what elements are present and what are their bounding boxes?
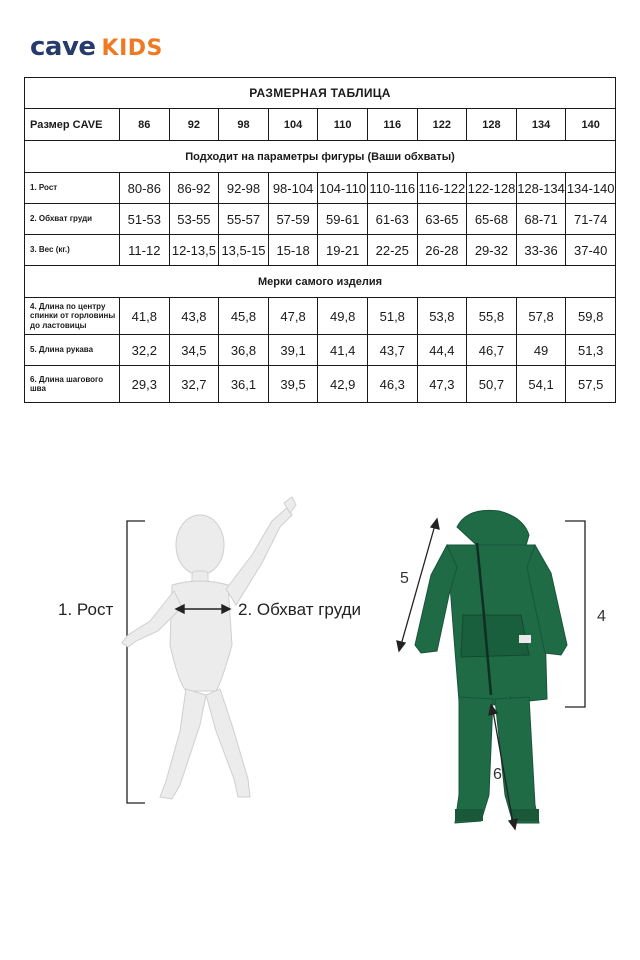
- value-cell: 51,3: [566, 335, 616, 366]
- value-cell: 57-59: [268, 204, 318, 235]
- value-cell: 47,3: [417, 366, 467, 403]
- value-cell: 13,5-15: [219, 235, 269, 266]
- size-header-cell: 134: [516, 109, 566, 141]
- size-header-cell: 122: [417, 109, 467, 141]
- size-header-cell: 98: [219, 109, 269, 141]
- value-cell: 53-55: [169, 204, 219, 235]
- value-cell: 33-36: [516, 235, 566, 266]
- value-cell: 59,8: [566, 298, 616, 335]
- value-cell: 32,7: [169, 366, 219, 403]
- table-row: [25, 366, 616, 403]
- value-cell: 19-21: [318, 235, 368, 266]
- chest-caption: 2. Обхват груди: [238, 600, 362, 619]
- value-cell: 92-98: [219, 173, 269, 204]
- row-label: 3. Вес (кг.): [25, 235, 120, 266]
- value-cell: 45,8: [219, 298, 269, 335]
- value-cell: 43,7: [367, 335, 417, 366]
- value-cell: 26-28: [417, 235, 467, 266]
- row-label: 6. Длина шагового шва: [25, 366, 120, 403]
- mannequin-illustration: [0, 485, 390, 815]
- overall-illustration: [395, 505, 595, 835]
- size-header-cell: 116: [367, 109, 417, 141]
- value-cell: 54,1: [516, 366, 566, 403]
- value-cell: 55,8: [467, 298, 517, 335]
- value-cell: 50,7: [467, 366, 517, 403]
- kangaroo-pocket: [461, 615, 529, 657]
- value-cell: 43,8: [169, 298, 219, 335]
- table-row: [25, 204, 616, 235]
- brand-logo: [30, 34, 163, 60]
- value-cell: 32,2: [120, 335, 170, 366]
- row-label: 4. Длина по центру спинки от горловины до ластовицы: [25, 298, 120, 335]
- value-cell: 34,5: [169, 335, 219, 366]
- section-product-params: Мерки самого изделия: [25, 266, 616, 298]
- value-cell: 55-57: [219, 204, 269, 235]
- size-header-cell: 140: [566, 109, 616, 141]
- value-cell: 128-134: [516, 173, 566, 204]
- value-cell: 11-12: [120, 235, 170, 266]
- marker-6: 6: [493, 766, 502, 783]
- value-cell: 42,9: [318, 366, 368, 403]
- size-header-cell: 104: [268, 109, 318, 141]
- table-row: [25, 235, 616, 266]
- value-cell: 104-110: [318, 173, 368, 204]
- value-cell: 39,5: [268, 366, 318, 403]
- value-cell: 46,3: [367, 366, 417, 403]
- size-table: [24, 77, 616, 403]
- value-cell: 63-65: [417, 204, 467, 235]
- value-cell: 110-116: [367, 173, 417, 204]
- value-cell: 53,8: [417, 298, 467, 335]
- value-cell: 61-63: [367, 204, 417, 235]
- value-cell: 29-32: [467, 235, 517, 266]
- overall-garment: [415, 510, 567, 823]
- value-cell: 12-13,5: [169, 235, 219, 266]
- row-label: 5. Длина рукава: [25, 335, 120, 366]
- value-cell: 59-61: [318, 204, 368, 235]
- value-cell: 41,4: [318, 335, 368, 366]
- value-cell: 41,8: [120, 298, 170, 335]
- value-cell: 68-71: [516, 204, 566, 235]
- brand-name: cave: [30, 32, 96, 62]
- value-cell: 122-128: [467, 173, 517, 204]
- size-label: Размер CAVE: [25, 109, 120, 141]
- value-cell: 134-140: [566, 173, 616, 204]
- row-label: 2. Обхват груди: [25, 204, 120, 235]
- size-header-cell: 92: [169, 109, 219, 141]
- value-cell: 39,1: [268, 335, 318, 366]
- marker-4: 4: [597, 608, 606, 625]
- table-title: РАЗМЕРНАЯ ТАБЛИЦА: [25, 78, 616, 109]
- brand-patch: [519, 635, 531, 643]
- size-header-cell: 86: [120, 109, 170, 141]
- value-cell: 47,8: [268, 298, 318, 335]
- left-cuff: [455, 809, 483, 821]
- back-length-bracket: [565, 521, 585, 707]
- value-cell: 36,1: [219, 366, 269, 403]
- value-cell: 37-40: [566, 235, 616, 266]
- value-cell: 36,8: [219, 335, 269, 366]
- value-cell: 51-53: [120, 204, 170, 235]
- value-cell: 22-25: [367, 235, 417, 266]
- value-cell: 116-122: [417, 173, 467, 204]
- value-cell: 29,3: [120, 366, 170, 403]
- height-caption: 1. Рост: [58, 600, 114, 619]
- value-cell: 86-92: [169, 173, 219, 204]
- value-cell: 49,8: [318, 298, 368, 335]
- value-cell: 15-18: [268, 235, 318, 266]
- value-cell: 49: [516, 335, 566, 366]
- value-cell: 65-68: [467, 204, 517, 235]
- value-cell: 57,8: [516, 298, 566, 335]
- value-cell: 51,8: [367, 298, 417, 335]
- brand-sub: KIDS: [101, 36, 163, 61]
- value-cell: 57,5: [566, 366, 616, 403]
- table-row: [25, 173, 616, 204]
- size-header-cell: 128: [467, 109, 517, 141]
- size-header-cell: 110: [318, 109, 368, 141]
- table-row: [25, 335, 616, 366]
- value-cell: 98-104: [268, 173, 318, 204]
- row-label: 1. Рост: [25, 173, 120, 204]
- value-cell: 71-74: [566, 204, 616, 235]
- value-cell: 80-86: [120, 173, 170, 204]
- value-cell: 46,7: [467, 335, 517, 366]
- marker-5: 5: [400, 570, 409, 587]
- value-cell: 44,4: [417, 335, 467, 366]
- section-body-params: Подходит на параметры фигуры (Ваши обхваты): [25, 141, 616, 173]
- table-row: [25, 298, 616, 335]
